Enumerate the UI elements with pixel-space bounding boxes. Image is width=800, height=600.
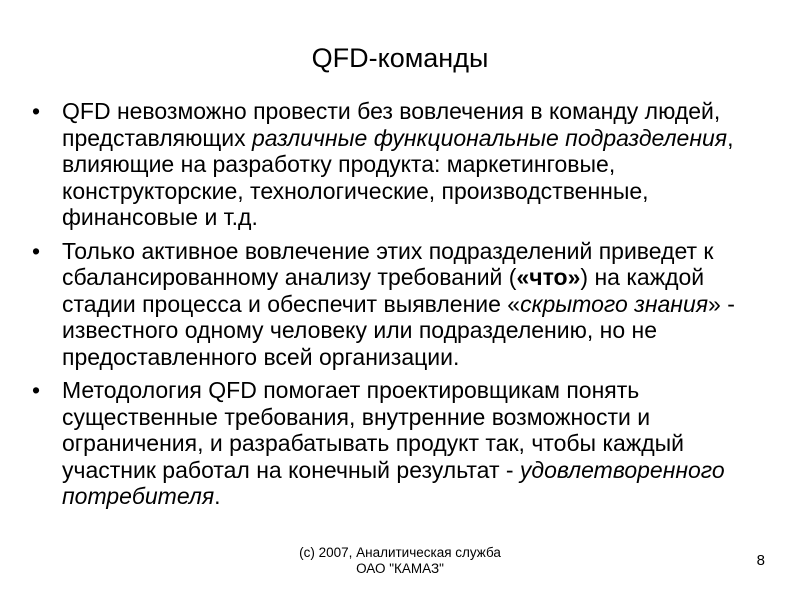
bullet-text-segment: ) на каждой стадии процесса и обеспечит выявление «	[62, 264, 705, 317]
bullet-text-segment: Методология QFD помогает проектировщикам понять существенные требования, внутренние возможности и ограничения, и разрабатывать продукт так, чтобы каждый участник работал на конечный результат -	[62, 377, 685, 483]
bullet-text-segment: » - известного одному человеку или подразделению, но не предоставленного всей организации.	[62, 290, 735, 370]
bullet-text-segment: QFD невозможно провести без вовлечения в команду людей, представляющих	[62, 98, 721, 151]
bullet-text-segment: «что»	[516, 264, 581, 290]
bullet-text-segment: Только активное вовлечение этих подразделений приведет к сбалансированному анализу требований (	[62, 237, 714, 290]
page-number: 8	[756, 552, 765, 569]
bullet-text-segment: .	[214, 483, 221, 509]
bullet-item	[32, 377, 762, 510]
bullet-text-segment: , влияющие на разработку продукта: маркетинговые, конструкторские, технологические, производственные, финансовые и т.д.	[62, 124, 734, 230]
bullet-list	[32, 98, 762, 517]
bullet-marker: •	[32, 377, 41, 403]
bullet-text-segment: скрытого знания	[520, 290, 709, 317]
slide-title: QFD-команды	[311, 43, 489, 73]
bullet-item	[32, 238, 762, 371]
bullet-marker: •	[32, 237, 41, 264]
bullet-marker: •	[32, 98, 41, 124]
bullet-item	[32, 98, 762, 231]
bullet-text-segment: различные функциональные подразделения	[252, 124, 728, 151]
footer-copyright-line: (с) 2007, Аналитическая служба	[299, 545, 501, 560]
footer-company-line: ОАО "КАМАЗ"	[356, 561, 444, 576]
bullet-text-segment: удовлетворенного потребителя	[62, 456, 725, 509]
footer	[0, 545, 800, 577]
